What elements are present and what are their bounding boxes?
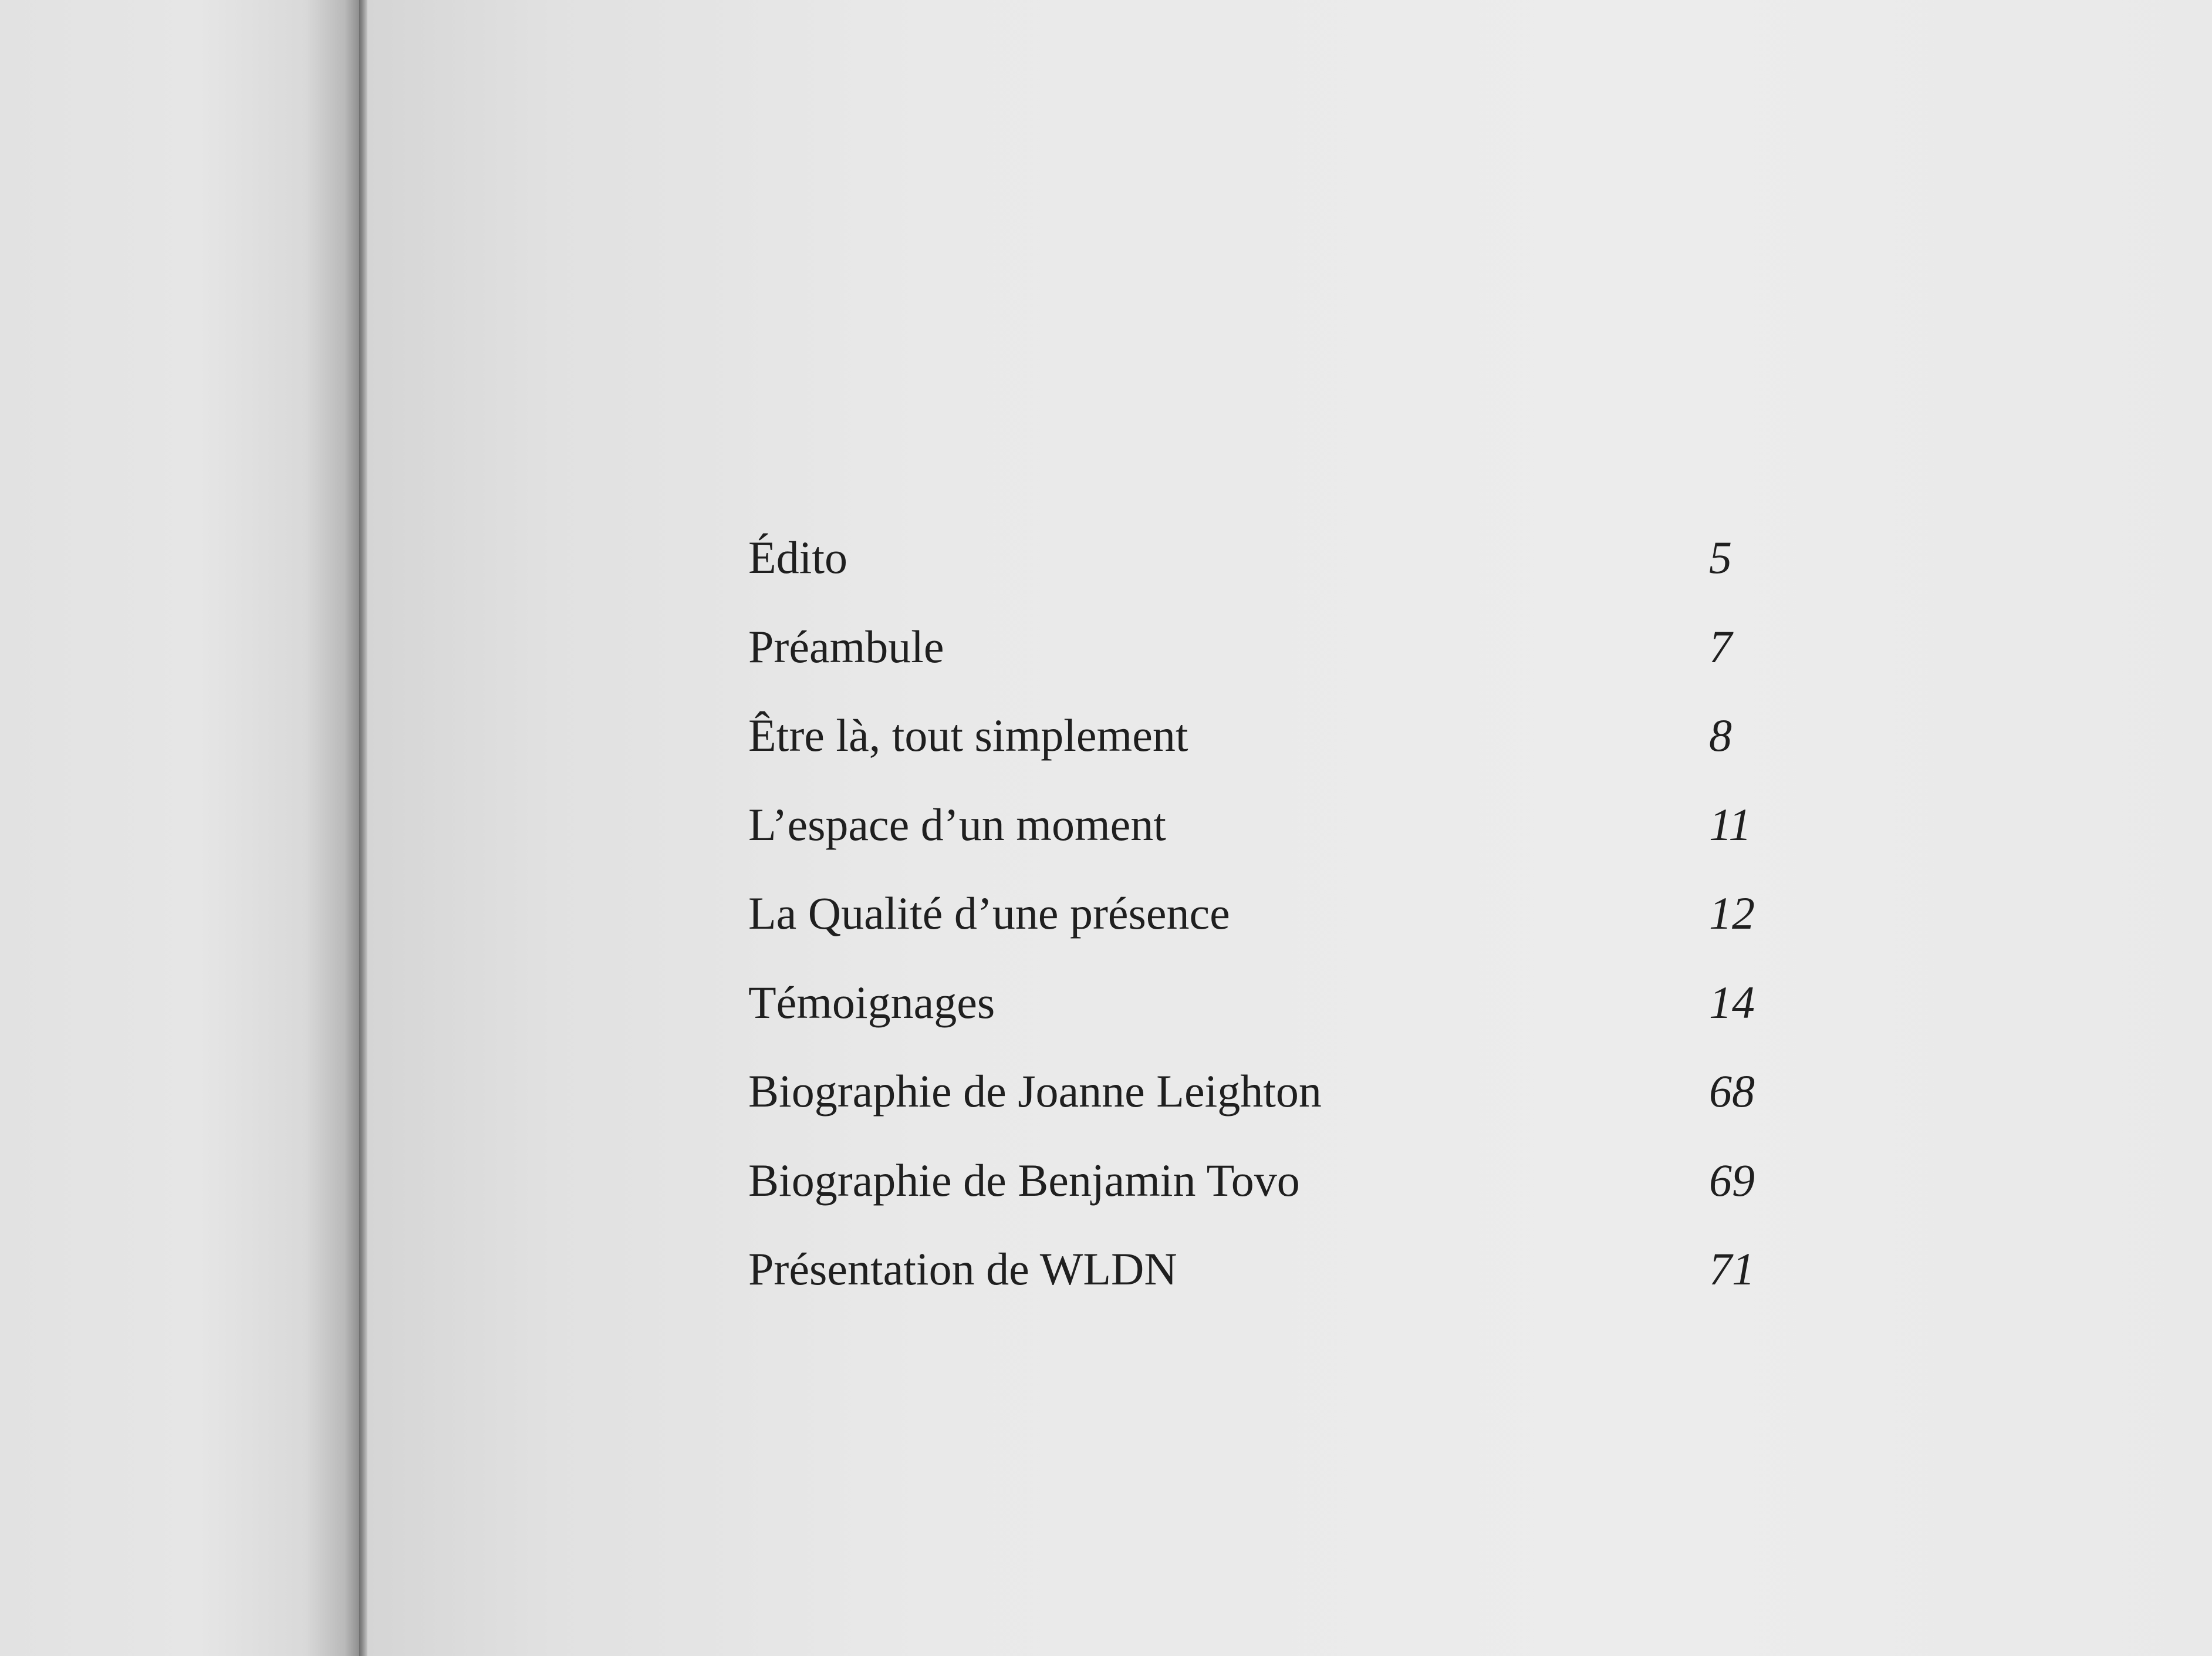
toc-entry-title: Préambule xyxy=(748,620,944,672)
toc-entry-page-number: 71 xyxy=(1709,1243,1755,1294)
toc-entry xyxy=(748,618,1805,707)
toc-entry-page-number: 5 xyxy=(1709,532,1732,583)
toc-entry-title: Présentation de WLDN xyxy=(748,1243,1177,1294)
toc-entry xyxy=(748,973,1805,1063)
toc-entry xyxy=(748,528,1805,618)
toc-entry-page-number: 8 xyxy=(1709,710,1732,761)
toc-entry-title: Témoignages xyxy=(748,976,995,1028)
toc-entry-page-number: 69 xyxy=(1709,1154,1755,1206)
toc-entry-title: Être là, tout simplement xyxy=(748,710,1188,761)
toc-entry-page-number: 11 xyxy=(1709,798,1752,850)
toc-entry-title: Biographie de Joanne Leighton xyxy=(748,1065,1322,1117)
toc-entry-page-number: 68 xyxy=(1709,1065,1755,1117)
book-spine xyxy=(359,0,367,1656)
table-of-contents xyxy=(748,528,1805,1329)
toc-entry-title: Édito xyxy=(748,532,847,583)
toc-entry-page-number: 12 xyxy=(1709,888,1755,939)
toc-entry xyxy=(748,795,1805,885)
left-page xyxy=(0,0,359,1656)
toc-entry xyxy=(748,884,1805,973)
toc-entry-title: Biographie de Benjamin Tovo xyxy=(748,1154,1300,1206)
toc-entry-page-number: 7 xyxy=(1709,620,1732,672)
toc-entry xyxy=(748,1240,1805,1329)
toc-entry xyxy=(748,1151,1805,1240)
toc-entry-title: L’espace d’un moment xyxy=(748,798,1166,850)
toc-entry xyxy=(748,1062,1805,1151)
toc-entry xyxy=(748,706,1805,795)
toc-entry-title: La Qualité d’une présence xyxy=(748,888,1230,939)
toc-entry-page-number: 14 xyxy=(1709,976,1755,1028)
